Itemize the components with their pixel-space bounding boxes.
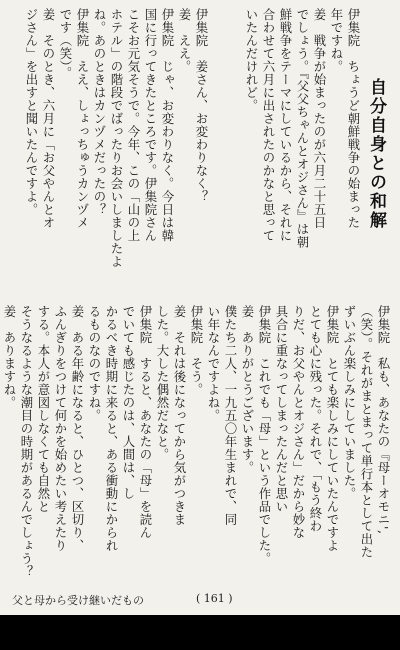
page-number: ( 161 ) bbox=[196, 592, 233, 605]
text-column: 伊集院 そう。 bbox=[189, 305, 204, 396]
text-column: 具合に重なってしまったんだと思い bbox=[274, 305, 289, 513]
text-column: 年ですね。 bbox=[329, 8, 344, 73]
text-column: ずいぶん楽しみにしていました。 bbox=[342, 305, 357, 500]
text-column: 伊集院 すると、あなたの「母」を読ん bbox=[138, 305, 153, 539]
text-column: 姜 そのとき、六月に「お父やんとオ bbox=[41, 8, 56, 229]
text-column: そうなるような潮目の時期があるんでしょう？ bbox=[19, 305, 34, 578]
black-strip bbox=[0, 615, 400, 650]
text-column: るものなのですね。 bbox=[87, 305, 102, 422]
text-column: い年なんですよね。 bbox=[206, 305, 221, 422]
text-column: 姜 ありますね。 bbox=[2, 305, 17, 409]
text-column: ジさん」を出すと聞いたんですよ。 bbox=[24, 8, 39, 216]
text-block-top-left bbox=[8, 8, 210, 293]
text-column: いたんだけれど。 bbox=[244, 8, 259, 112]
text-column: する。本人が意図しなくても自然と bbox=[36, 305, 51, 513]
text-block-bottom bbox=[2, 305, 392, 578]
text-column: とても心に残った。それで、「もう終わ bbox=[308, 305, 323, 533]
text-block-top-right bbox=[236, 8, 362, 293]
text-column: りだ、お父やんとオジさん」だから妙な bbox=[291, 305, 306, 539]
text-column: 姜 戦争が始まったのが六月二十五日 bbox=[312, 8, 327, 229]
text-column: かるべき時期に来ると、ある衝動にかられ bbox=[104, 305, 119, 552]
text-column: 伊集院 ええ、しょっちゅうカンヅメ bbox=[75, 8, 90, 229]
text-column: 伊集院 ちょうど朝鮮戦争の始まった bbox=[346, 8, 361, 229]
text-column: 鮮戦争をテーマにしているから、それに bbox=[278, 8, 293, 242]
text-column: 伊集院 じゃ、お変わりなく。今日は韓 bbox=[160, 8, 175, 242]
text-column: 姜 ある年齢になると、ひとつ、区切り、 bbox=[70, 305, 85, 552]
text-column: 伊集院 これでも「母」という作品でした。 bbox=[257, 305, 272, 565]
text-column: した。大した偶然だなと。 bbox=[155, 305, 170, 461]
text-column: 伊集院 とても楽しみにしていたんですよ bbox=[325, 305, 340, 552]
text-column: 国に行ってきたところです。伊集院さん bbox=[143, 8, 158, 242]
text-column: ホテル」の階段でばったりお会いしましたよ bbox=[109, 8, 124, 268]
section-title: 自分自身との和解 bbox=[366, 78, 386, 230]
text-column: 姜 ありがとうございます。 bbox=[240, 305, 255, 474]
text-column: ね。あのときはカンヅメだったの？ bbox=[92, 8, 107, 216]
text-column: 姜 ええ。 bbox=[177, 8, 192, 73]
text-column: です（笑）。 bbox=[58, 8, 73, 80]
text-column: でしょう。『父父ちゃんとオジさん』は朝 bbox=[295, 8, 310, 249]
text-column: 伊集院 私も、あなたの『母ーオモニ', bbox=[376, 305, 391, 535]
text-column: 伊集院 姜さん、お変わりなく？ bbox=[194, 8, 209, 203]
text-column: 僕たち二人、一九五〇年生まれで、同 bbox=[223, 305, 238, 526]
text-column: こそお元気そうで。今年、この「山の上 bbox=[126, 8, 141, 242]
text-column: でいても感じたのは、人間は、し bbox=[121, 305, 136, 500]
text-column: 姜 それは後になってから気がつきま bbox=[172, 305, 187, 526]
text-column: ふんぎりをつけて何かを始めたい考えたり bbox=[53, 305, 68, 552]
text-column: （笑）。それがまとまって単行本として出た bbox=[359, 305, 374, 559]
footer-book-title: 父と母から受け継いだもの bbox=[12, 594, 144, 607]
text-column: 合わせて六月に出されたのかなと思って bbox=[261, 8, 276, 242]
